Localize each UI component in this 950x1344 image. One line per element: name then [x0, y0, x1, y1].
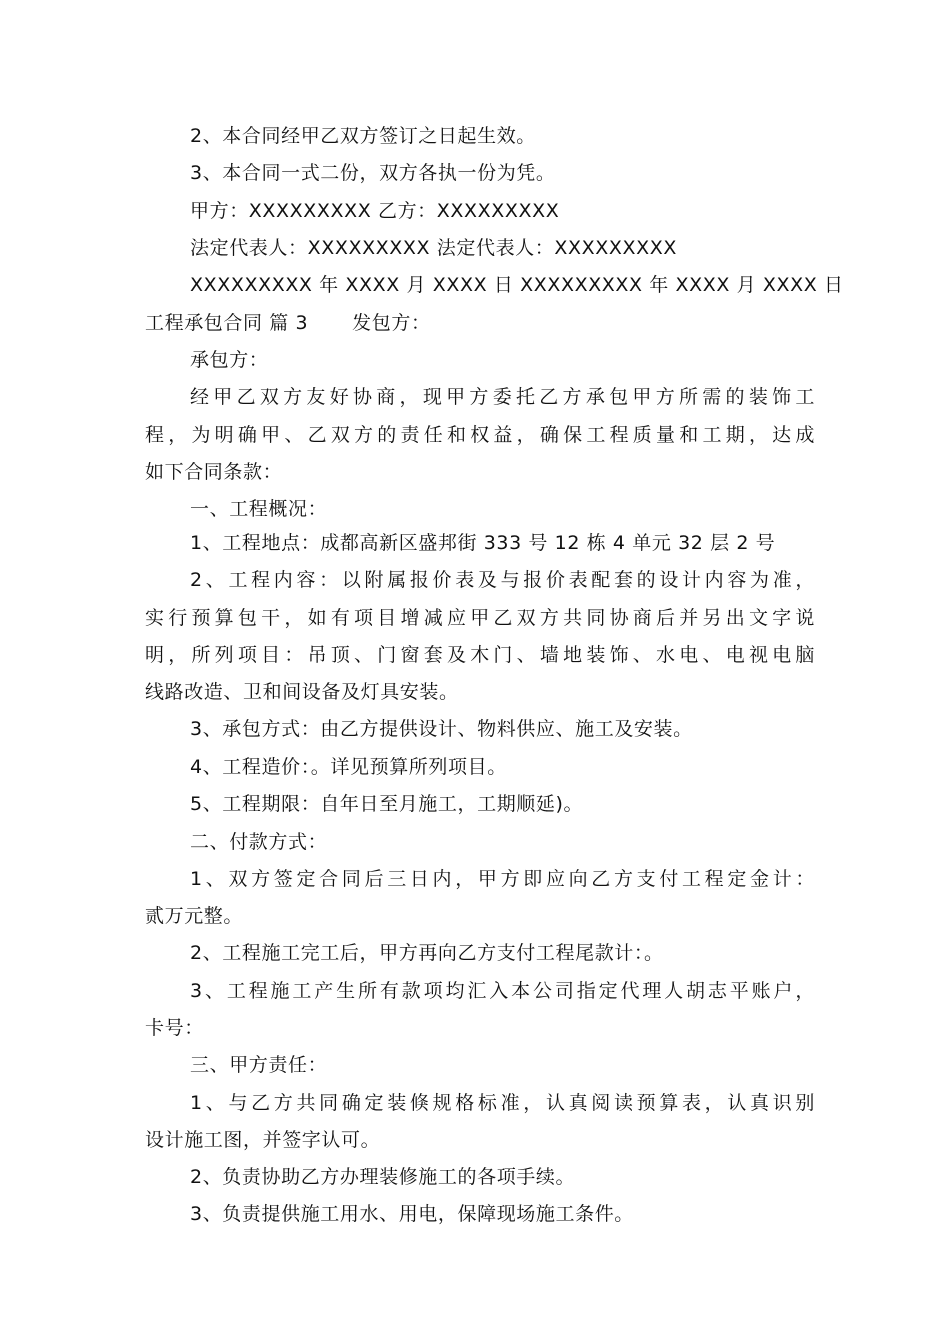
section-heading-party-a: 三、甲方责任： [190, 1054, 328, 1076]
item-location: 1、工程地点：成都高新区盛邦街 333 号 12 栋 4 单元 32 层 2 号 [190, 532, 776, 554]
party-a-duty-1-line-2: 设计施工图，并签字认可。 [145, 1129, 381, 1151]
signature-parties: 甲方：XXXXXXXXX 乙方：XXXXXXXXX [190, 200, 560, 222]
item-content-line-2: 实行预算包干，如有项目增减应甲乙双方共同协商后并另出文字说 [145, 607, 815, 629]
party-a-duty-2: 2、负责协助乙方办理装修施工的各项手续。 [190, 1166, 576, 1188]
item-content-line-4: 线路改造、卫和间设备及灯具安装。 [145, 681, 459, 703]
signature-representatives: 法定代表人：XXXXXXXXX 法定代表人：XXXXXXXXX [190, 237, 677, 259]
signature-dates: XXXXXXXXX 年 XXXX 月 XXXX 日 XXXXXXXXX 年 XXXX 月 XXXX 日 [190, 274, 844, 296]
party-a-duty-1-line-1: 1、与乙方共同确定装倏规格标准，认真阅读预算表，认真识别 [190, 1092, 815, 1114]
payment-deposit-line-2: 贰万元整。 [145, 905, 244, 927]
item-contract-method: 3、承包方式：由乙方提供设计、物料供应、施工及安装。 [190, 718, 693, 740]
clause-effective-date: 2、本合同经甲乙双方签订之日起生效。 [190, 125, 536, 147]
item-period: 5、工程期限：自年日至月施工，工期顺延)。 [190, 793, 584, 815]
item-content-line-1: 2、工程内容：以附属报价表及与报价表配套的设计内容为准， [190, 569, 815, 591]
clause-copies: 3、本合同一式二份，双方各执一份为凭。 [190, 162, 556, 184]
contractor-label: 承包方： [190, 349, 269, 371]
item-content-line-3: 明，所列项目：吊顶、门窗套及木门、墙地装饰、水电、电视电脑 [145, 644, 815, 666]
section-heading-overview: 一、工程概况： [190, 498, 328, 520]
party-a-duty-3: 3、负责提供施工用水、用电，保障现场施工条件。 [190, 1203, 634, 1225]
payment-account-line-2: 卡号： [145, 1017, 204, 1039]
paragraph-intro-line-1: 经甲乙双方友好协商，现甲方委托乙方承包甲方所需的装饰工 [190, 386, 815, 408]
paragraph-intro-line-2: 程，为明确甲、乙双方的责任和权益，确保工程质量和工期，达成 [145, 424, 815, 446]
contract-heading: 工程承包合同 篇 3 [145, 312, 309, 334]
paragraph-intro-line-3: 如下合同条款： [145, 461, 283, 483]
payment-account-line-1: 3、工程施工产生所有款项均汇入本公司指定代理人胡志平账户， [190, 980, 815, 1002]
payment-deposit-line-1: 1、双方签定合同后三日内，甲方即应向乙方支付工程定金计： [190, 868, 815, 890]
payment-final: 2、工程施工完工后，甲方再向乙方支付工程尾款计：。 [190, 942, 664, 964]
contract-heading-row [145, 311, 815, 335]
section-heading-payment: 二、付款方式： [190, 831, 328, 853]
employer-label: 发包方： [352, 312, 431, 334]
item-cost: 4、工程造价：。详见预算所列项目。 [190, 756, 507, 778]
